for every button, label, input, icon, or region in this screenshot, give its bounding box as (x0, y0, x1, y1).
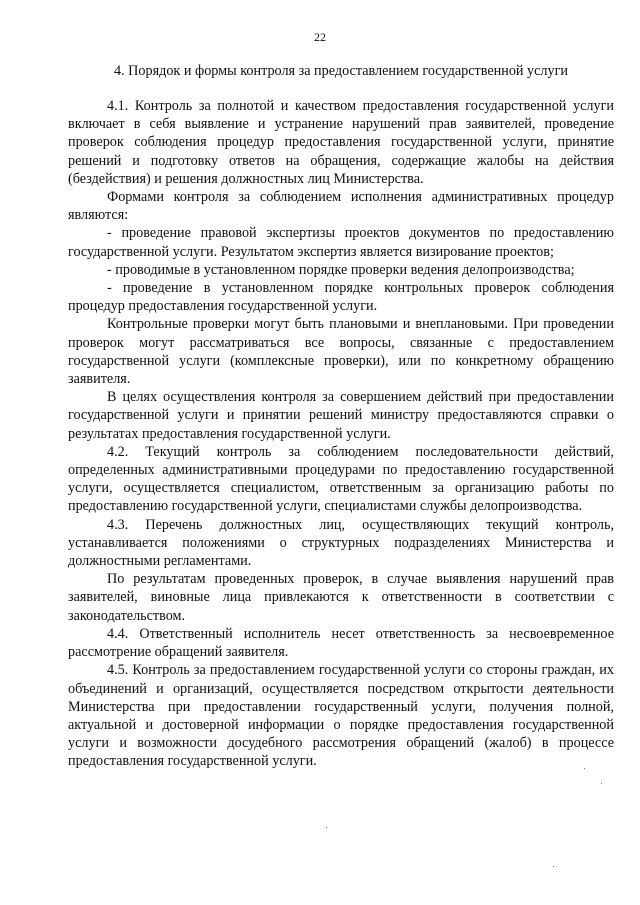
paragraph-4-3: 4.3. Перечень должностных лиц, осуществляющих текущий контроль, устанавливается положениями о структурных подразделениях Министерства и должностными регламентами. (68, 516, 614, 570)
list-item-records-checks: - проводимые в установленном порядке проверки ведения делопроизводства; (107, 261, 575, 278)
paragraph-check-results: По результатам проведенных проверок, в случае выявления нарушений прав заявителей, виновные лица привлекаются к ответственности в соответствии с законодательством. (68, 571, 614, 624)
paragraph-4-4: 4.4. Ответственный исполнитель несет ответственность за несвоевременное рассмотрение обращений заявителя. (68, 625, 614, 661)
scan-speck (601, 783, 602, 784)
paragraph-scheduled-checks: Контрольные проверки могут быть плановыми и внеплановыми. При проведении проверок могут рассматриваться все вопросы, связанные с предоставлением государственной услуги (комплексные проверки), или по конкретному обращению заявителя. (68, 316, 614, 388)
scan-speck (584, 768, 585, 769)
paragraph-4-2: 4.2. Текущий контроль за соблюдением последовательности действий, определенных административными процедурами по предоставлению государственной услуги, осуществляется специалистом, ответственным за организацию работы по предоставлению государственной услуги, специалистами службы делопроизводства. (68, 443, 614, 515)
paragraph-4-5: 4.5. Контроль за предоставлением государственной услуги со стороны граждан, их объединений и организаций, осуществляется посредством открытости деятельности Министерства при предоставлении государственный услуги, получения полной, актуальной и достоверной информации о порядке предоставления государственной услуги и возможности досудебного рассмотрения обращений (жалоб) в процессе предоставления государственной услуги. (68, 662, 614, 770)
paragraph-4-1: 4.1. Контроль за полнотой и качеством предоставления государственной услуги включает в себя выявление и устранение нарушений прав заявителей, проведение проверок соблюдения процедур предоставления государственной услуги, принятие решений и подготовку ответов на обращения, содержащие жалобы на действия (бездействия) и решения должностных лиц Министерства. (68, 98, 614, 187)
list-item-control-checks: - проведение в установленном порядке контрольных проверок соблюдения процедур предоставления государственной услуги. (68, 280, 614, 315)
scan-speck (553, 866, 554, 867)
list-item-legal-expertise: - проведение правовой экспертизы проектов документов по предоставлению государственной услуги. Результатом экспертиз является визирование проектов; (68, 225, 614, 260)
paragraph-control-forms: Формами контроля за соблюдением исполнения административных процедур являются: (68, 189, 614, 224)
page-number: 22 (314, 30, 326, 44)
section-title: 4. Порядок и формы контроля за предоставлением государственной услуги (113, 63, 569, 79)
paragraph-minister-reports: В целях осуществления контроля за совершением действий при предоставлении государственной услуги и принятии решений министру предоставляются справки о результатах предоставления государственной услуги. (68, 389, 614, 442)
document-body (68, 97, 614, 771)
scan-speck (326, 827, 327, 828)
